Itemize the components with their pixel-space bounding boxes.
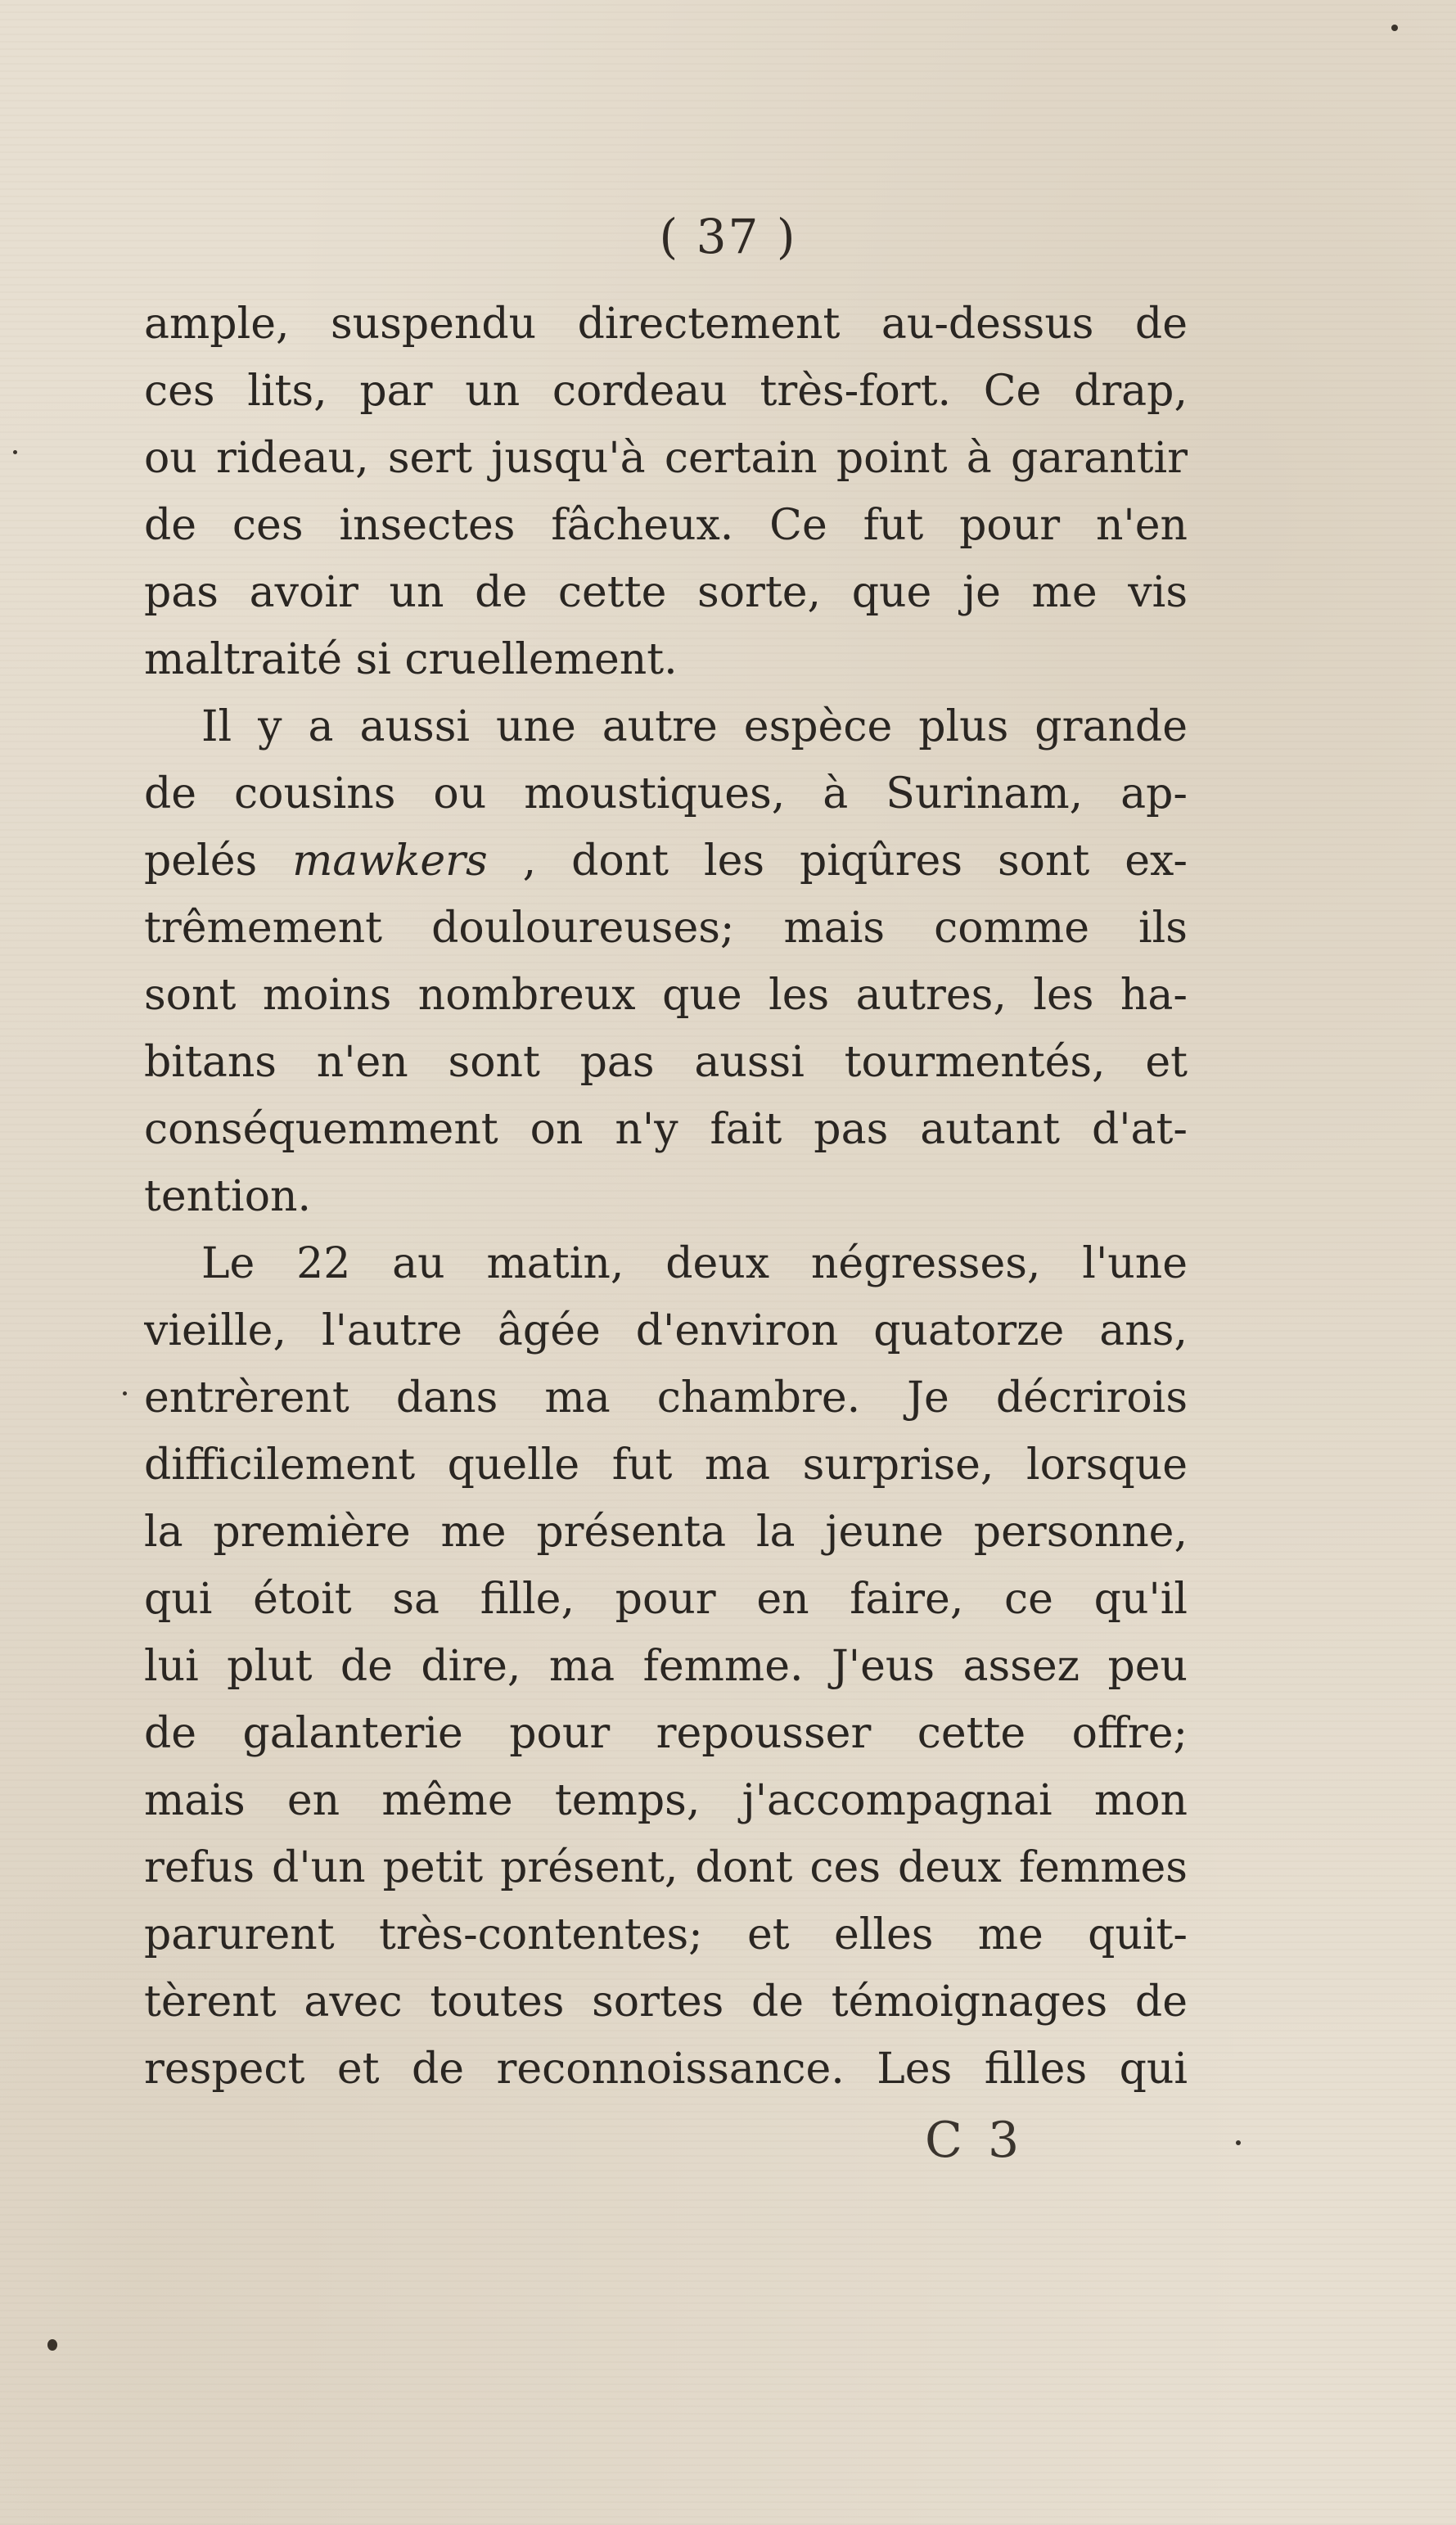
text-line: vieille, l'autre âgée d'environ quatorze ans, <box>144 1306 1188 1355</box>
text-line: maltraité si cruellement. <box>144 635 678 684</box>
text-line: ou rideau, sert jusqu'à certain point à garantir <box>144 434 1188 483</box>
text-line: respect et de reconnoissance. Les filles qui <box>144 2045 1188 2094</box>
text-line: mais en même temps, j'accompagnai mon <box>144 1776 1188 1825</box>
text-line: lui plut de dire, ma femme. J'eus assez peu <box>144 1642 1188 1691</box>
text-line: pas avoir un de cette sorte, que je me vis <box>144 568 1188 617</box>
text-line: ces lits, par un cordeau très-fort. Ce drap, <box>144 367 1188 416</box>
paragraph-1 <box>144 291 1188 693</box>
paper-speck <box>13 450 17 454</box>
text-line: Le 22 au matin, deux négresses, l'une <box>201 1239 1188 1288</box>
text-line: sont moins nombreux que les autres, les ha- <box>144 971 1188 1020</box>
text-line: tèrent avec toutes sortes de témoignages de <box>144 1977 1188 2027</box>
text-fragment: pelés <box>144 836 258 886</box>
text-line: qui étoit sa fille, pour en faire, ce qu'il <box>144 1575 1188 1624</box>
text-line: de cousins ou moustiques, à Surinam, ap- <box>144 769 1188 818</box>
paper-speck <box>123 1391 127 1396</box>
text-line: la première me présenta la jeune personne, <box>144 1508 1188 1557</box>
signature-mark: C 3 <box>925 2112 1025 2169</box>
text-line: entrèrent dans ma chambre. Je décrirois <box>144 1373 1188 1423</box>
paragraph-3 <box>144 1230 1188 2103</box>
paper-speck <box>47 2339 57 2351</box>
text-line: tention. <box>144 1172 312 1221</box>
text-line <box>144 827 1188 895</box>
text-fragment: , dont les piqûres sont ex- <box>522 836 1188 886</box>
text-line: refus d'un petit présent, dont ces deux femmes <box>144 1843 1188 1892</box>
text-line: Il y a aussi une autre espèce plus grande <box>201 702 1188 751</box>
text-line: difficilement quelle fut ma surprise, lorsque <box>144 1441 1188 1490</box>
paper-speck <box>1391 25 1398 31</box>
text-line: ample, suspendu directement au-dessus de <box>144 300 1188 349</box>
text-line: parurent très-contentes; et elles me quit- <box>144 1910 1188 1959</box>
italic-term: mawkers <box>292 836 488 886</box>
text-line: trêmement douloureuses; mais comme ils <box>144 904 1188 953</box>
body-text <box>144 291 1188 2103</box>
text-line: de galanterie pour repousser cette offre; <box>144 1709 1188 1758</box>
paragraph-2 <box>144 693 1188 1230</box>
text-line: de ces insectes fâcheux. Ce fut pour n'en <box>144 501 1188 550</box>
page-number: ( 37 ) <box>659 209 797 264</box>
paper-speck <box>1236 2140 1241 2145</box>
text-line: bitans n'en sont pas aussi tourmentés, et <box>144 1038 1188 1087</box>
text-line: conséquemment on n'y fait pas autant d'at- <box>144 1105 1188 1154</box>
